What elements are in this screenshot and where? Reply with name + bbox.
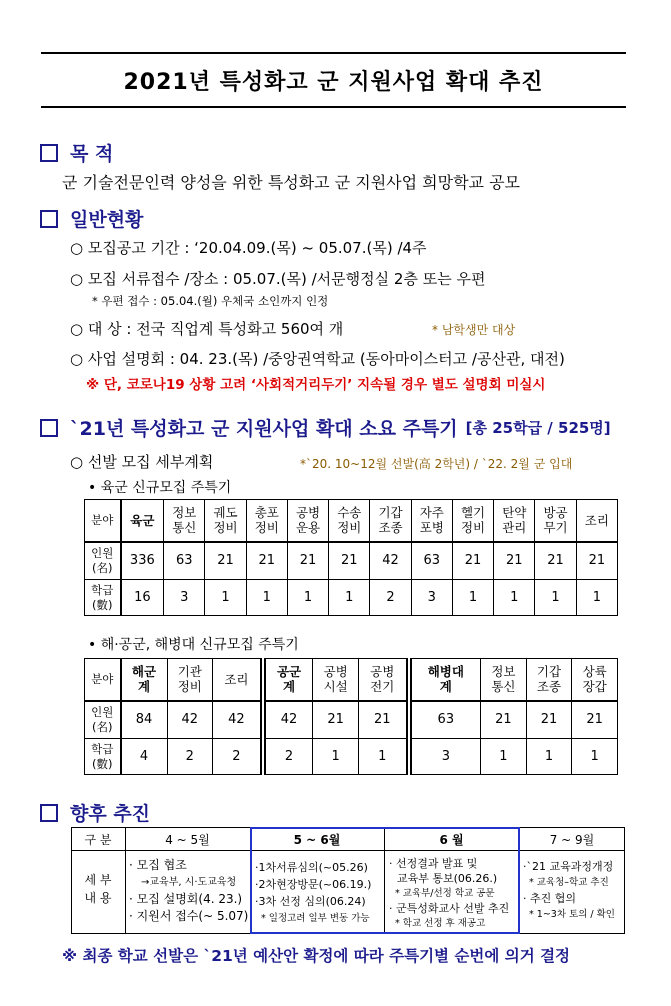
table-cell: 1 bbox=[287, 580, 328, 616]
status-note-male: * 남학생만 대상 bbox=[432, 323, 516, 337]
status-note: * 우편 접수 : 05.04.(월) 우체국 소인까지 인정 bbox=[92, 294, 329, 308]
schedule-item: * 교육부/선정 학교 공문 bbox=[395, 888, 495, 899]
schedule-item: * 일정고려 일부 변동 가능 bbox=[261, 913, 370, 924]
table-cell: 방공 무기 bbox=[535, 500, 576, 542]
schedule-item: 교육부 통보(06.26.) bbox=[397, 872, 498, 885]
table-cell: 42 bbox=[213, 701, 263, 739]
table-cell: 2 bbox=[263, 739, 313, 775]
checkbox-square-icon bbox=[40, 210, 58, 228]
table-cell: 수송 정비 bbox=[329, 500, 370, 542]
table-cell: 1 bbox=[246, 580, 287, 616]
table-cell: 공병 운용 bbox=[287, 500, 328, 542]
schedule-item: ·2차현장방문(~06.19.) bbox=[255, 878, 372, 891]
table-cell: 조리 bbox=[576, 500, 617, 542]
schedule-item: · 군특성화교사 선발 추진 bbox=[389, 902, 510, 915]
navy-table bbox=[84, 658, 618, 775]
table-cell: 336 bbox=[121, 542, 164, 580]
schedule-item: · 모집 설명회(4. 23.) bbox=[129, 892, 243, 906]
page-title: 2021년 특성화고 군 지원사업 확대 추진 bbox=[123, 69, 544, 95]
table-cell: 21 bbox=[526, 701, 572, 739]
table-cell: 21 bbox=[494, 542, 535, 580]
purpose-body: 군 기술전문인력 양성을 위한 특성화고 군 지원사업 희망학교 공모 bbox=[62, 173, 521, 192]
schedule-item: · 모집 협조 bbox=[129, 858, 187, 872]
schedule-item: ·3차 선정 심의(06.24) bbox=[255, 895, 366, 908]
table-cell: 헬기 정비 bbox=[452, 500, 493, 542]
schedule-item: ·`21 교육과정개정 bbox=[523, 860, 614, 873]
table-cell: 21 bbox=[535, 542, 576, 580]
table-cell: 3 bbox=[164, 580, 205, 616]
table-cell: 1 bbox=[481, 739, 527, 775]
status-item: ○ 사업 설명회 : 04. 23.(목) /중앙권역학교 (동아마이스터고 /공산관, 대전) bbox=[70, 350, 565, 368]
table-cell: 기갑 조종 bbox=[526, 659, 572, 701]
table-cell: 공병 시설 bbox=[313, 659, 359, 701]
table-cell: 조리 bbox=[213, 659, 263, 701]
table-cell: 공군 계 bbox=[263, 659, 313, 701]
table-cell: 21 bbox=[572, 701, 618, 739]
title-box bbox=[41, 52, 626, 108]
schedule-item: →교육부, 시·도교육청 bbox=[141, 877, 237, 888]
table-cell: 분야 bbox=[85, 500, 121, 542]
table-cell: 학급 (數) bbox=[85, 580, 121, 616]
table-cell: 상륙 장갑 bbox=[572, 659, 618, 701]
section-status-heading: 일반현황 bbox=[40, 205, 143, 232]
table-cell: 4 bbox=[121, 739, 168, 775]
checkbox-square-icon bbox=[40, 419, 58, 437]
schedule-item: · 지원서 접수(~ 5.07) bbox=[129, 909, 249, 923]
table-cell: 2 bbox=[213, 739, 263, 775]
table-cell: 탄약 관리 bbox=[494, 500, 535, 542]
table-cell: 21 bbox=[287, 542, 328, 580]
table-cell: 42 bbox=[263, 701, 313, 739]
schedule-item: · 추진 협의 bbox=[523, 892, 576, 905]
schedule-header: 5 ~ 6월 bbox=[293, 833, 341, 847]
table-row bbox=[85, 580, 618, 616]
table-cell: 공병 전기 bbox=[358, 659, 408, 701]
table-row bbox=[85, 542, 618, 580]
table-cell: 2 bbox=[370, 580, 411, 616]
table-cell: 21 bbox=[329, 542, 370, 580]
table-cell: 1 bbox=[535, 580, 576, 616]
table-row bbox=[85, 701, 618, 739]
section-plan-heading: `21년 특성화고 군 지원사업 확대 소요 주특기 [총 25학급 / 525명] bbox=[40, 414, 611, 441]
plan-subheading: ○ 선발 모집 세부계획 bbox=[70, 453, 214, 471]
table-cell: 21 bbox=[481, 701, 527, 739]
table-cell: 1 bbox=[313, 739, 359, 775]
checkbox-square-icon bbox=[40, 144, 58, 162]
table-cell: 63 bbox=[164, 542, 205, 580]
status-item: ○ 모집 서류접수 /장소 : 05.07.(목) /서문행정실 2층 또는 우편 bbox=[70, 270, 486, 288]
schedule-item: * 학교 선정 후 재공고 bbox=[395, 918, 486, 929]
army-table bbox=[84, 499, 618, 616]
table-cell: 궤도 정비 bbox=[205, 500, 246, 542]
table-cell: 정보 통신 bbox=[481, 659, 527, 701]
status-item: ○ 대 상 : 전국 직업계 특성화고 560여 개 bbox=[70, 320, 344, 338]
table-cell: 자주 포병 bbox=[411, 500, 452, 542]
table-row bbox=[85, 739, 618, 775]
table-cell: 3 bbox=[411, 580, 452, 616]
table-cell: 1 bbox=[576, 580, 617, 616]
table-row bbox=[85, 500, 618, 542]
table-cell: 학급 (數) bbox=[85, 739, 121, 775]
table-cell: 63 bbox=[411, 542, 452, 580]
table-cell: 42 bbox=[167, 701, 213, 739]
table-cell: 21 bbox=[576, 542, 617, 580]
navy-table-title: • 해·공군, 해병대 신규모집 주특기 bbox=[88, 637, 299, 653]
section-purpose-heading: 목 적 bbox=[40, 139, 113, 166]
table-cell: 3 bbox=[409, 739, 481, 775]
table-cell: 42 bbox=[370, 542, 411, 580]
table-cell: 2 bbox=[167, 739, 213, 775]
final-note: ※ 최종 학교 선발은 `21년 예산안 확정에 따라 주특기별 순번에 의거 결정 bbox=[62, 947, 571, 965]
table-cell: 21 bbox=[246, 542, 287, 580]
table-cell: 21 bbox=[205, 542, 246, 580]
schedule-header: 6 월 bbox=[439, 833, 464, 847]
checkbox-square-icon bbox=[40, 804, 58, 822]
schedule-header: 7 ~ 9월 bbox=[549, 833, 595, 847]
table-cell: 정보 통신 bbox=[164, 500, 205, 542]
table-cell: 1 bbox=[205, 580, 246, 616]
status-warning: ※ 단, 코로나19 상황 고려 ‘사회적거리두기’ 지속될 경우 별도 설명회 미실시 bbox=[86, 377, 546, 393]
table-cell: 기관 정비 bbox=[167, 659, 213, 701]
table-cell: 분야 bbox=[85, 659, 121, 701]
table-cell: 해군 계 bbox=[121, 659, 168, 701]
table-cell: 21 bbox=[358, 701, 408, 739]
table-cell: 21 bbox=[313, 701, 359, 739]
schedule-header: 4 ~ 5월 bbox=[165, 833, 210, 847]
schedule-header: 구 분 bbox=[84, 833, 112, 847]
plan-subnote: *`20. 10~12월 선발(高 2학년) / `22. 2월 군 입대 bbox=[300, 457, 573, 471]
schedule-table bbox=[71, 827, 625, 934]
table-cell: 육군 bbox=[121, 500, 164, 542]
table-row bbox=[85, 659, 618, 701]
table-cell: 기갑 조종 bbox=[370, 500, 411, 542]
table-cell: 1 bbox=[526, 739, 572, 775]
table-cell: 인원 (名) bbox=[85, 542, 121, 580]
schedule-item: ·1차서류심의(~05.26) bbox=[255, 861, 368, 874]
status-item: ○ 모집공고 기간 : ‘20.04.09.(목) ~ 05.07.(목) /4주 bbox=[70, 239, 427, 257]
schedule-row-label: 세 부 내 용 bbox=[84, 873, 112, 905]
table-cell: 인원 (名) bbox=[85, 701, 121, 739]
table-cell: 84 bbox=[121, 701, 168, 739]
army-table-title: • 육군 신규모집 주특기 bbox=[88, 480, 232, 496]
table-cell: 1 bbox=[358, 739, 408, 775]
section-future-heading: 향후 추진 bbox=[40, 799, 150, 826]
table-cell: 1 bbox=[452, 580, 493, 616]
schedule-item: * 교육청–학교 추진 bbox=[529, 877, 609, 888]
table-cell: 1 bbox=[494, 580, 535, 616]
table-cell: 1 bbox=[572, 739, 618, 775]
table-cell: 1 bbox=[329, 580, 370, 616]
table-cell: 63 bbox=[409, 701, 481, 739]
table-cell: 총포 정비 bbox=[246, 500, 287, 542]
table-cell: 16 bbox=[121, 580, 164, 616]
table-cell: 해병대 계 bbox=[409, 659, 481, 701]
schedule-item: * 1~3차 토의 / 확인 bbox=[529, 909, 615, 920]
schedule-item: · 선정결과 발표 및 bbox=[389, 857, 478, 870]
table-cell: 21 bbox=[452, 542, 493, 580]
